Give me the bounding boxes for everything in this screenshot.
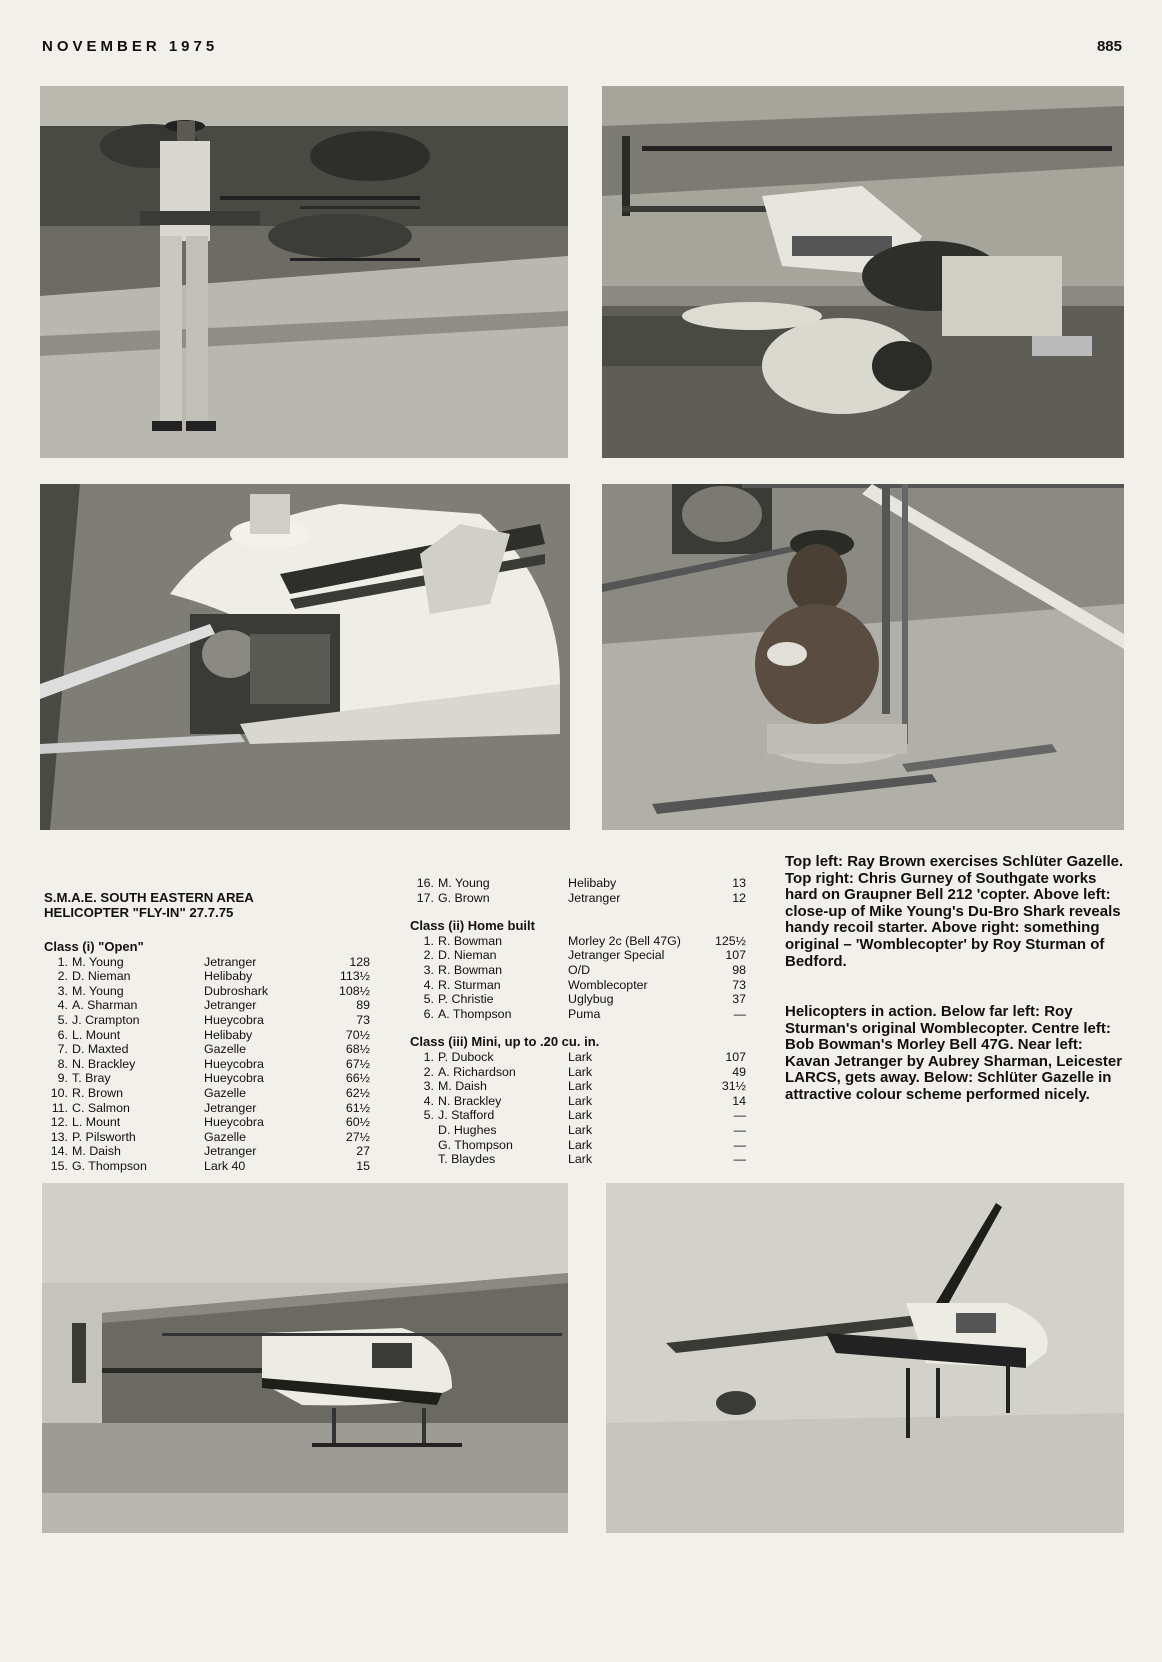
competitor-name: D. Nieman	[72, 969, 131, 984]
competitor-name: R. Bowman	[438, 962, 503, 977]
score: 125½	[714, 933, 746, 948]
result-row	[44, 998, 414, 1013]
model-name: Uglybug	[568, 992, 614, 1007]
competitor-name: P. Pilsworth	[72, 1129, 136, 1144]
result-row	[410, 1065, 760, 1080]
result-position: 5.	[423, 1108, 434, 1123]
score: 62½	[345, 1085, 370, 1100]
result-position: 1.	[423, 1049, 434, 1064]
model-name: Jetranger	[204, 998, 257, 1013]
score: —	[733, 1152, 746, 1167]
result-position: 3.	[423, 1079, 434, 1094]
score: 98	[732, 962, 746, 977]
score: 61½	[345, 1100, 370, 1115]
model-name: Lark 40	[204, 1158, 246, 1173]
model-name: Jetranger Special	[568, 948, 665, 963]
model-name: Lark	[568, 1122, 593, 1137]
result-row	[44, 1144, 414, 1159]
score: 89	[356, 998, 370, 1013]
result-row	[410, 948, 760, 963]
result-position: 4.	[57, 998, 68, 1013]
competitor-name: R. Brown	[72, 1085, 123, 1100]
score: 73	[732, 977, 746, 992]
photo-womblecopter	[602, 484, 1124, 830]
model-name: Jetranger	[204, 1100, 257, 1115]
competitor-name: P. Christie	[438, 992, 494, 1007]
result-position: 3.	[57, 983, 68, 998]
score: 108½	[338, 983, 370, 998]
score: 107	[725, 1049, 746, 1064]
model-name: Lark	[568, 1108, 593, 1123]
result-position: 14.	[50, 1144, 68, 1159]
result-position: 5.	[57, 1012, 68, 1027]
result-position	[410, 1123, 438, 1138]
result-position: 12.	[50, 1115, 68, 1130]
photo-schluter-gazelle-flight	[606, 1183, 1124, 1533]
result-position: 6.	[423, 1006, 434, 1021]
score: 27	[356, 1144, 370, 1159]
result-row	[44, 955, 414, 970]
results-title-line2: HELICOPTER "FLY-IN" 27.7.75	[44, 905, 234, 920]
competitor-name: D. Nieman	[438, 948, 497, 963]
result-row	[44, 969, 414, 984]
result-row	[44, 1042, 414, 1057]
result-position: 1.	[57, 954, 68, 969]
model-name: Lark	[568, 1064, 593, 1079]
competitor-name: A. Richardson	[438, 1064, 516, 1079]
result-position: 1.	[423, 933, 434, 948]
score: 13	[732, 876, 746, 890]
result-position: 7.	[57, 1042, 68, 1057]
score: 49	[732, 1064, 746, 1079]
result-row	[410, 1094, 760, 1109]
competitor-name: M. Young	[72, 983, 124, 998]
result-row	[44, 1013, 414, 1028]
model-name: Jetranger	[204, 954, 257, 969]
model-name: O/D	[568, 962, 591, 977]
model-name: Lark	[568, 1049, 593, 1064]
photo-chris-gurney-bell-212	[602, 86, 1124, 458]
score: 68½	[345, 1042, 370, 1057]
result-row	[44, 1071, 414, 1086]
competitor-name: L. Mount	[72, 1115, 121, 1130]
model-name: Hueycobra	[204, 1056, 264, 1071]
competitor-name: J. Crampton	[72, 1012, 140, 1027]
result-row	[410, 1007, 760, 1022]
score: 113½	[339, 969, 370, 984]
result-position: 17.	[416, 890, 434, 905]
result-row	[44, 1086, 414, 1101]
result-position: 4.	[423, 977, 434, 992]
class-home-built-heading: Class (ii) Home built	[410, 918, 535, 934]
result-position: 8.	[57, 1056, 68, 1071]
model-name: Lark	[568, 1137, 593, 1152]
result-position: 4.	[423, 1093, 434, 1108]
competitor-name: N. Brackley	[438, 1093, 502, 1108]
result-position: 13.	[50, 1129, 68, 1144]
result-row	[44, 1101, 414, 1116]
model-name: Gazelle	[204, 1085, 247, 1100]
score: 31½	[721, 1079, 746, 1094]
score: 73	[356, 1012, 370, 1027]
competitor-name: J. Stafford	[438, 1108, 495, 1123]
competitor-name: G. Thompson	[438, 1137, 513, 1152]
result-position: 10.	[50, 1085, 68, 1100]
result-position	[410, 1152, 438, 1167]
competitor-name: M. Daish	[438, 1079, 487, 1094]
result-row	[410, 1079, 760, 1094]
model-name: Gazelle	[204, 1129, 247, 1144]
class-open-heading: Class (i) "Open"	[44, 939, 144, 954]
score: —	[733, 1108, 746, 1123]
result-position: 2.	[423, 1064, 434, 1079]
model-name: Gazelle	[204, 1042, 247, 1057]
competitor-name: M. Daish	[72, 1144, 121, 1159]
competitor-name: T. Bray	[72, 1071, 111, 1086]
competitor-name: R. Sturman	[438, 977, 501, 992]
result-position: 3.	[423, 962, 434, 977]
result-position: 5.	[423, 992, 434, 1007]
result-position: 16.	[416, 876, 434, 890]
competitor-name: A. Thompson	[438, 1006, 512, 1021]
result-row	[44, 1057, 414, 1072]
score: 15	[356, 1158, 370, 1173]
result-position: 9.	[57, 1071, 68, 1086]
result-position: 11.	[51, 1100, 68, 1115]
competitor-name: R. Bowman	[438, 933, 503, 948]
score: 27½	[345, 1129, 370, 1144]
result-row	[410, 978, 760, 993]
photo-ray-brown-gazelle	[40, 86, 568, 458]
result-row	[44, 984, 414, 999]
model-name: Puma	[568, 1006, 601, 1021]
model-name: Lark	[568, 1152, 593, 1167]
score: 12	[732, 890, 746, 905]
result-position: 2.	[57, 969, 68, 984]
model-name: Helibaby	[204, 1027, 253, 1042]
result-row	[410, 1123, 760, 1138]
result-row	[44, 1028, 414, 1043]
competitor-name: C. Salmon	[72, 1100, 130, 1115]
score: 128	[349, 954, 370, 969]
score: 60½	[345, 1115, 370, 1130]
score: —	[733, 1122, 746, 1137]
competitor-name: D. Maxted	[72, 1042, 129, 1057]
result-row	[410, 1138, 760, 1153]
model-name: Jetranger	[568, 890, 621, 905]
result-position: 6.	[57, 1027, 68, 1042]
model-name: Jetranger	[204, 1144, 257, 1159]
result-row	[44, 1130, 414, 1145]
result-row	[44, 1115, 414, 1130]
caption-action-photos: Helicopters in action. Below far left: Roy Sturman's original Womblecopter. Centre left: Bob Bowman's Morley Bell 47G. Near left: Kavan Jetranger by Aubrey Sharman, Leicester LARCS, gets away. Below: Schlüter Gazelle in attractive colour scheme performed nicely.	[785, 1003, 1123, 1103]
result-row	[410, 1050, 760, 1065]
score: 70½	[345, 1027, 370, 1042]
competitor-name: N. Brackley	[72, 1056, 136, 1071]
model-name: Hueycobra	[204, 1071, 264, 1086]
competitor-name: G. Brown	[438, 890, 490, 905]
model-name: Dubroshark	[204, 983, 269, 998]
photo-kavan-jetranger	[42, 1183, 568, 1533]
score: 67½	[345, 1056, 370, 1071]
score: 66½	[345, 1071, 370, 1086]
model-name: Lark	[568, 1079, 593, 1094]
score: —	[733, 1137, 746, 1152]
score: 107	[725, 948, 746, 963]
model-name: Hueycobra	[204, 1115, 264, 1130]
result-position: 2.	[423, 948, 434, 963]
score: 37	[732, 992, 746, 1007]
model-name: Lark	[568, 1093, 593, 1108]
result-row	[410, 963, 760, 978]
competitor-name: A. Sharman	[72, 998, 138, 1013]
competitor-name: M. Young	[72, 954, 124, 969]
caption-top-photos: Top left: Ray Brown exercises Schlüter Gazelle. Top right: Chris Gurney of Southgate works hard on Graupner Bell 212 'copter. Above left: close-up of Mike Young's Du-Bro Shark reveals handy recoil starter. Above right: something original – 'Womblecopter' by Roy Sturman of Bedford.	[785, 853, 1124, 970]
competitor-name: P. Dubock	[438, 1049, 494, 1064]
competitor-name: T. Blaydes	[438, 1152, 496, 1167]
photo-du-bro-shark-closeup	[40, 484, 570, 830]
model-name: Helibaby	[204, 969, 253, 984]
competitor-name: L. Mount	[72, 1027, 121, 1042]
class-mini-heading: Class (iii) Mini, up to .20 cu. in.	[410, 1034, 600, 1050]
result-position	[410, 1138, 438, 1153]
model-name: Hueycobra	[204, 1012, 264, 1027]
model-name: Morley 2c (Bell 47G)	[568, 933, 681, 948]
competitor-name: G. Thompson	[72, 1158, 147, 1173]
results-title-line1: S.M.A.E. SOUTH EASTERN AREA	[44, 890, 254, 905]
score: 14	[732, 1093, 746, 1108]
result-row	[410, 876, 760, 891]
model-name: Womblecopter	[568, 977, 648, 992]
result-position: 15.	[50, 1158, 68, 1173]
page-header-date: NOVEMBER 1975	[42, 38, 219, 55]
result-row	[410, 992, 760, 1007]
competitor-name: D. Hughes	[438, 1122, 497, 1137]
result-row	[410, 934, 760, 949]
result-row	[410, 1108, 760, 1123]
competitor-name: M. Young	[438, 876, 490, 890]
result-row	[44, 1159, 414, 1174]
result-row	[410, 891, 760, 906]
score: —	[733, 1006, 746, 1021]
model-name: Helibaby	[568, 876, 617, 890]
result-row	[410, 1152, 760, 1167]
page-number: 885	[1096, 38, 1122, 55]
